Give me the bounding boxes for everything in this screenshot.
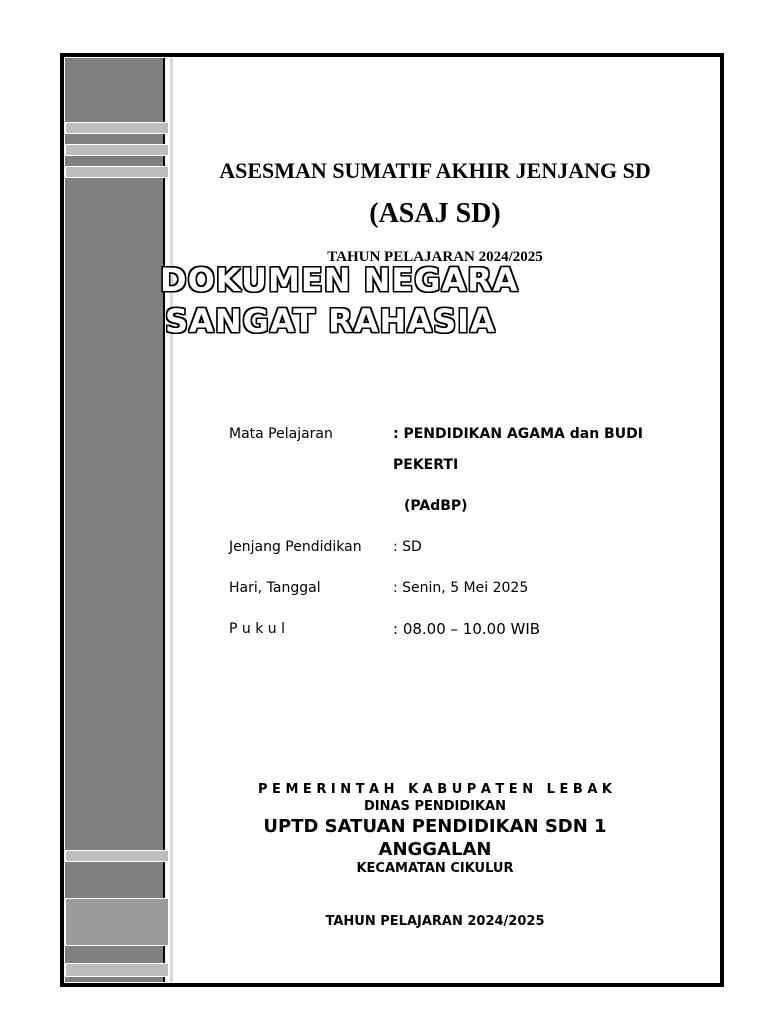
exam-abbreviation: (ASAJ SD)	[369, 198, 501, 229]
school-year-heading: TAHUN PELAJARAN 2024/2025	[327, 249, 543, 265]
watermark-line-2: SANGAT RAHASIA	[165, 302, 496, 340]
spine-strip	[65, 963, 169, 977]
exam-title: ASESMAN SUMATIF AKHIR JENJANG SD	[219, 158, 651, 183]
subject-value-continued: PEKERTI	[393, 457, 459, 473]
level-label: Jenjang Pendidikan	[229, 539, 362, 555]
spine-strip	[65, 144, 169, 156]
time-label: P u k u l	[229, 621, 285, 637]
district-name: KECAMATAN CIKULUR	[356, 861, 514, 876]
subject-label: Mata Pelajaran	[229, 426, 333, 442]
spine-divider	[170, 58, 173, 982]
subject-value: : PENDIDIKAN AGAMA dan BUDI	[393, 426, 643, 442]
office-name: DINAS PENDIDIKAN	[363, 799, 507, 814]
school-name: UPTD SATUAN PENDIDIKAN SDN 1	[263, 816, 607, 837]
spine-block	[65, 898, 169, 946]
time-value: : 08.00 – 10.00 WIB	[393, 620, 541, 638]
watermark-line-1: DOKUMEN NEGARA	[160, 261, 519, 299]
footer-school-year: TAHUN PELAJARAN 2024/2025	[325, 914, 545, 929]
date-value: : Senin, 5 Mei 2025	[393, 580, 529, 596]
cover-spine	[65, 58, 165, 982]
spine-strip	[65, 122, 169, 134]
date-label: Hari, Tanggal	[229, 580, 321, 596]
school-name-continued: ANGGALAN	[378, 839, 492, 860]
level-value: : SD	[393, 539, 422, 555]
spine-strip	[65, 166, 169, 178]
government-name: P E M E R I N T A H K A B U P A T E N L E B A K	[258, 782, 612, 797]
subject-abbreviation: (PAdBP)	[404, 498, 468, 514]
spine-strip	[65, 850, 169, 862]
